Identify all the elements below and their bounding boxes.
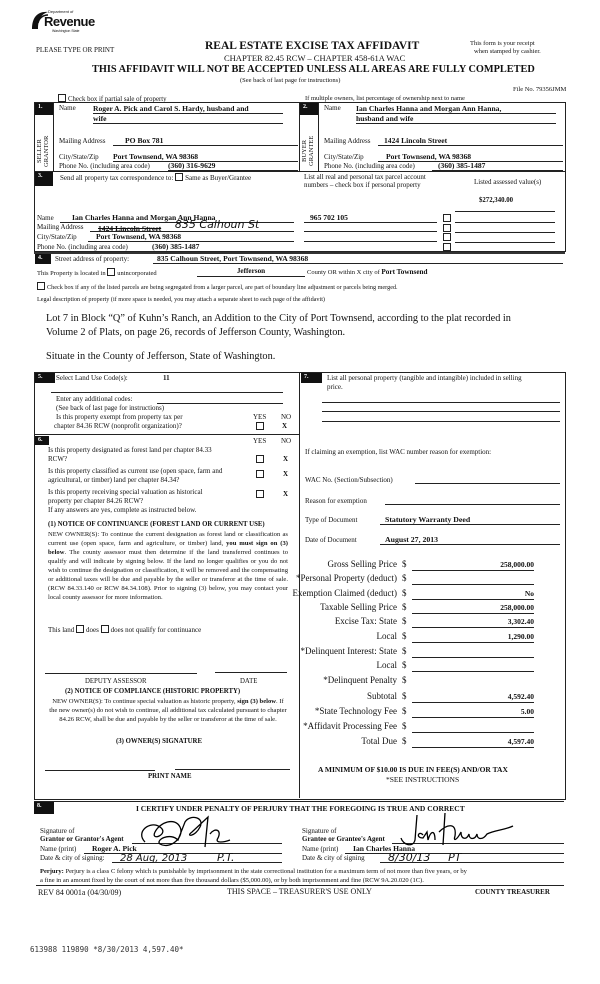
section-6-number: 6. <box>35 436 49 445</box>
fee-value[interactable]: 5.00 <box>412 707 534 718</box>
seller-phone-label: Phone No. (including area code) <box>59 162 150 170</box>
fee-label: Taxable Selling Price <box>320 602 397 612</box>
fee-label: Subtotal <box>366 691 397 701</box>
grantor-sig-label-2: Grantor or Grantor's Agent <box>40 835 124 843</box>
fee-label: Gross Selling Price <box>327 559 397 569</box>
personal-property-checkbox[interactable] <box>443 224 451 232</box>
fee-label: *Personal Property (deduct) <box>296 573 397 583</box>
grantor-date-label: Date & city of signing: <box>40 854 105 862</box>
send-correspondence: Send all property tax correspondence to: Same as Buyer/Grantee <box>60 174 252 182</box>
see-back: (See back of last page for instructions) <box>240 77 341 84</box>
legal-description-3: Situate in the County of Jefferson, State of Washington. <box>46 351 276 362</box>
land-use-label: Select Land Use Code(s): <box>56 374 128 382</box>
buyer-mail[interactable]: 1424 Lincoln Street <box>378 136 563 146</box>
receipt-note: This form is your receipt <box>470 40 535 47</box>
grantor-date-field[interactable] <box>112 851 282 863</box>
qualify-continuance: This land does does not qualify for continuance <box>48 626 202 634</box>
s3-mail-struck: 1424 Lincoln Street <box>98 224 162 233</box>
current-use-no-mark[interactable]: X <box>283 470 289 478</box>
exempt-yes-checkbox[interactable] <box>256 422 264 430</box>
logo-name: Revenue <box>44 14 95 29</box>
exempt-question-2: chapter 84.36 RCW (nonprofit organization)? <box>54 422 182 430</box>
seller-mail[interactable]: PO Box 781 <box>113 136 298 146</box>
personal-property-label-2: price. <box>327 383 343 391</box>
legal-description-2: Volume 2 of Plats, on page 26, records of Jefferson County, Washington. <box>46 327 346 338</box>
exemption-label: If claiming an exemption, list WAC number reason for exemption: <box>305 448 492 456</box>
exempt-question: Is this property exempt from property tax per <box>56 413 183 421</box>
currency-sign: $ <box>402 660 407 670</box>
fee-label: Local <box>376 631 397 641</box>
currency-sign: $ <box>402 602 407 612</box>
section-7-number: 7. <box>301 373 322 383</box>
doc-date[interactable]: August 27, 2013 <box>380 535 560 545</box>
fee-label: Local <box>376 660 397 670</box>
grantee-sig-label: Signature of <box>302 827 337 835</box>
owner-signature-line[interactable] <box>45 770 155 771</box>
seller-mail-label: Mailing Address <box>59 137 106 145</box>
personal-property-label: List all personal property (tangible and intangible) included in selling <box>327 374 522 382</box>
print-name-label: PRINT NAME <box>148 773 192 780</box>
s3-city-label: City/State/Zip <box>37 233 77 241</box>
grantee-city-hand: PT <box>448 851 462 864</box>
grantor-name[interactable]: Roger A. Pick <box>84 844 282 854</box>
buyer-mail-label: Mailing Address <box>324 137 371 145</box>
yes-header: YES <box>253 413 267 421</box>
doc-type-label: Type of Document <box>305 516 358 524</box>
cashier-stamp: 613988 119890 *8/30/2013 4,597.40* <box>30 945 184 954</box>
legal-description: Lot 7 in Block “Q” of Kuhn’s Ranch, an Addition to the City of Port Townsend, according to the plat recorded in <box>46 313 511 324</box>
currency-sign: $ <box>402 736 407 746</box>
partial-sale-label: Check box if partial sale of property <box>68 96 167 103</box>
no-header: NO <box>281 413 292 421</box>
if-yes-note: If any answers are yes, complete as instructed below. <box>48 506 197 514</box>
section-2-number: 2. <box>300 103 318 115</box>
see-back-5: (See back of last page for instructions) <box>56 404 165 412</box>
seller-name-cont[interactable]: wife <box>93 114 283 124</box>
see-instructions: *SEE INSTRUCTIONS <box>386 775 460 784</box>
s3-name[interactable]: Ian Charles Hanna and Morgan Ann Hanna <box>60 213 294 223</box>
file-no: File No. 79356JMM <box>513 86 567 93</box>
yes-header: YES <box>253 437 267 445</box>
buyer-city[interactable]: Port Townsend, WA 98368 <box>378 152 563 162</box>
warning: THIS AFFIDAVIT WILL NOT BE ACCEPTED UNLESS ALL AREAS ARE FULLY COMPLETED <box>92 64 535 75</box>
notice-compliance-text: NEW OWNER(S): To continue special valuation as historic property, sign (3) below. If the new owner(s) do not wish to continue, all additional tax calculated pursuant to chapter 84.26 RCW, shall be due and payable by the seller or transferor at the time of sale. <box>49 698 287 723</box>
fee-label: Excise Tax: State <box>334 616 397 626</box>
s3-phone-label: Phone No. (including area code) <box>37 243 128 251</box>
grantee-date-field[interactable] <box>380 851 564 863</box>
fee-value[interactable] <box>412 722 534 733</box>
county[interactable]: Jefferson <box>197 267 305 277</box>
county-or-city: County OR within X city of Port Townsend <box>307 268 428 276</box>
fee-value[interactable]: 1,290.00 <box>412 632 534 643</box>
does-not-checkbox[interactable] <box>101 625 109 633</box>
fee-value[interactable]: 4,597.40 <box>412 737 534 748</box>
wac-label: WAC No. (Section/Subsection) <box>305 476 393 484</box>
deputy-assessor-label: DEPUTY ASSESSOR <box>85 678 147 685</box>
historic-no-mark[interactable]: X <box>283 490 289 498</box>
please-type: PLEASE TYPE OR PRINT <box>36 46 115 54</box>
wac-field[interactable] <box>415 483 560 484</box>
grantor-sig-label: Signature of <box>40 827 75 835</box>
fee-label: *Delinquent Interest: State <box>300 646 397 656</box>
seller-grantor-label: SELLER GRANTOR <box>36 135 50 167</box>
currency-sign: $ <box>402 721 407 731</box>
seller-phone[interactable]: (360) 316-9629 <box>168 161 298 171</box>
fee-label: *State Technology Fee <box>314 706 397 716</box>
currency-sign: $ <box>402 646 407 656</box>
form-title: REAL ESTATE EXCISE TAX AFFIDAVIT <box>205 40 420 52</box>
county-treasurer: COUNTY TREASURER <box>475 888 550 896</box>
section-1-number: 1. <box>35 103 53 115</box>
street-address[interactable]: 835 Calhoun Street, Port Townsend, WA 98368 <box>153 254 563 264</box>
deputy-date-line[interactable] <box>215 672 287 673</box>
buyer-name-label: Name <box>324 104 341 112</box>
currency-sign: $ <box>402 616 407 626</box>
same-as-buyer-checkbox[interactable] <box>175 173 183 181</box>
forest-no-mark[interactable]: X <box>283 455 289 463</box>
grantee-name[interactable]: Ian Charles Hanna <box>345 844 564 854</box>
exempt-no-mark[interactable]: X <box>282 422 288 430</box>
no-header: NO <box>281 437 292 445</box>
forest-yes-checkbox[interactable] <box>256 455 264 463</box>
forest-question-2: RCW? <box>48 455 68 463</box>
multiple-owners-note: If multiple owners, list percentage of ownership next to name <box>305 95 465 102</box>
date-label: DATE <box>240 678 258 685</box>
notice-continuance-text: NEW OWNER(S): To continue the current designation as forest land or classification as current use (open space, farm and agriculture, or timber) land, you must sign on (3) below. The county assessor must then determine if the land transferred continues to qualify and will indicate by signing below. If the land no longer qualifies or you do not wish to continue the designation or classification, it will be removed and the compensating or additional taxes will be due and payable by the seller or transferor at the time of sale. (RCW 84.33.140 or RCW 84.34.108). Prior to signing (3) below, you may contact your local county assessor for more information. <box>48 531 288 601</box>
parcel-label-2: numbers – check box if personal property <box>304 181 421 189</box>
section-8-number: 8. <box>34 802 54 814</box>
logo-state: Washington State <box>52 29 80 33</box>
logo-dept: Department of <box>48 9 74 14</box>
print-name-line[interactable] <box>175 769 290 770</box>
land-use-code[interactable]: 11 <box>163 374 170 382</box>
buyer-name-cont[interactable]: husband and wife <box>356 114 556 124</box>
parcel-number[interactable]: 965 702 105 <box>304 213 437 223</box>
chapter: CHAPTER 82.45 RCW – CHAPTER 458-61A WAC <box>224 53 406 63</box>
grantee-name-label: Name (print) <box>302 845 339 853</box>
personal-property-checkbox[interactable] <box>443 233 451 241</box>
minimum-due: A MINIMUM OF $10.00 IS DUE IN FEE(S) AND/OR TAX <box>318 765 508 774</box>
currency-sign: $ <box>402 631 407 641</box>
buyer-grantee-label: BUYER GRANTEE <box>301 135 315 167</box>
currency-sign: $ <box>402 573 407 583</box>
personal-property-line[interactable] <box>322 421 560 422</box>
currency-sign: $ <box>402 559 407 569</box>
section-5-number: 5. <box>35 373 55 383</box>
personal-property-line[interactable] <box>322 411 560 412</box>
fee-label: Exemption Claimed (deduct) <box>292 588 397 598</box>
does-checkbox[interactable] <box>76 625 84 633</box>
fee-value[interactable]: 258,000.00 <box>412 603 534 614</box>
additional-codes-label: Enter any additional codes: <box>56 395 133 403</box>
grantor-name-label: Name (print) <box>40 845 77 853</box>
buyer-city-label: City/State/Zip <box>324 153 364 161</box>
fee-label: *Affidavit Processing Fee <box>303 721 397 731</box>
buyer-name[interactable]: Ian Charles Hanna and Morgan Ann Hanna, <box>356 104 556 114</box>
grantee-sig-label-2: Grantee or Grantee's Agent <box>302 835 385 843</box>
seller-name[interactable]: Roger A. Pick and Carol S. Hardy, husband and <box>93 104 283 114</box>
section-4-number: 4. <box>35 254 51 264</box>
segregated-checkbox[interactable]: Check box if any of the listed parcels are being segregated from a larger parcel, are part of boundary line adjustment or parcels being merged. <box>37 282 398 291</box>
fee-value[interactable] <box>412 661 534 672</box>
unincorporated-checkbox[interactable] <box>107 268 115 276</box>
revision: REV 84 0001a (04/30/09) <box>38 888 122 897</box>
parcel-label: List all real and personal tax parcel account <box>304 173 426 181</box>
fee-value[interactable]: 3,302.40 <box>412 617 534 628</box>
notice-continuance-title: (1) NOTICE OF CONTINUANCE (FOREST LAND OR CURRENT USE) <box>48 521 265 528</box>
assessed-label: Listed assessed value(s) <box>474 178 542 186</box>
current-use-question: Is this property classified as current use (open space, farm and <box>48 467 223 475</box>
forest-question: Is this property designated as forest land per chapter 84.33 <box>48 446 212 454</box>
grantor-date-hand: 28 Aug, 2013 <box>120 853 188 864</box>
treasurer-space: THIS SPACE – TREASURER'S USE ONLY <box>227 887 372 896</box>
legal-label: Legal description of property (if more space is needed, you may attach a separate sheet to each page of the affidavit) <box>37 296 325 303</box>
receipt-note: when stamped by cashier. <box>474 48 541 55</box>
seller-city-label: City/State/Zip <box>59 153 99 161</box>
fee-value[interactable] <box>412 647 534 658</box>
s3-mail-handwritten: 835 Calhoun St <box>174 218 260 231</box>
grantor-city-hand: P.T. <box>217 851 235 864</box>
fee-label: Total Due <box>361 736 397 746</box>
assessed-value[interactable]: $272,340.00 <box>479 197 513 204</box>
certify-statement: I CERTIFY UNDER PENALTY OF PERJURY THAT THE FOREGOING IS TRUE AND CORRECT <box>136 804 465 813</box>
personal-property-line[interactable] <box>322 402 560 403</box>
section-3-number: 3. <box>35 172 53 186</box>
buyer-phone[interactable]: (360) 385-1487 <box>432 161 563 171</box>
fee-value[interactable]: 258,000.00 <box>412 560 534 571</box>
historic-question: Is this property receiving special valuation as historical <box>48 488 203 496</box>
s3-mail-label: Mailing Address <box>37 223 84 231</box>
reason-label: Reason for exemption <box>305 497 367 505</box>
fee-label: *Delinquent Penalty <box>323 675 397 685</box>
historic-yes-checkbox[interactable] <box>256 490 264 498</box>
s3-city[interactable]: Port Townsend, WA 98368 <box>88 232 294 242</box>
doc-type[interactable]: Statutory Warranty Deed <box>380 515 560 525</box>
fee-value[interactable]: No <box>412 589 534 600</box>
s3-phone[interactable]: (360) 385-1487 <box>148 242 294 252</box>
notice-compliance-title: (2) NOTICE OF COMPLIANCE (HISTORIC PROPERTY) <box>65 688 241 695</box>
grantee-date-hand: 8/30/13 <box>388 851 431 864</box>
located-in: This Property is located in unincorporated <box>37 270 157 277</box>
fee-value[interactable] <box>412 574 534 585</box>
current-use-question-2: agricultural, or timber) land per chapter 84.34? <box>48 476 180 484</box>
street-label: Street address of property: <box>55 255 130 263</box>
perjury-notice-2: a fine in an amount fixed by the court of not more than five thousand dollars ($5,000.00), or by both imprisonment and fine (RCW 9A.20.020 (1C). <box>36 877 564 886</box>
buyer-phone-label: Phone No. (including area code) <box>324 162 415 170</box>
reason-field[interactable] <box>385 504 560 505</box>
s3-mail-field[interactable] <box>90 218 294 233</box>
seller-name-label: Name <box>59 104 76 112</box>
current-use-yes-checkbox[interactable] <box>256 470 264 478</box>
doc-date-label: Date of Document <box>305 536 357 544</box>
currency-sign: $ <box>402 588 407 598</box>
owner-signature-label: (3) OWNER(S) SIGNATURE <box>116 738 202 745</box>
currency-sign: $ <box>402 675 407 685</box>
personal-property-checkbox[interactable] <box>443 243 451 251</box>
currency-sign: $ <box>402 691 407 701</box>
historic-question-2: property per chapter 84.26 RCW? <box>48 497 144 505</box>
grantee-date-label: Date & city of signing <box>302 854 365 862</box>
seller-city[interactable]: Port Townsend, WA 98368 <box>113 152 298 162</box>
fee-value[interactable]: 4,592.40 <box>412 692 534 703</box>
s3-name-label: Name <box>37 214 54 222</box>
additional-codes-field[interactable] <box>157 403 283 404</box>
currency-sign: $ <box>402 706 407 716</box>
deputy-signature-line[interactable] <box>45 673 197 674</box>
perjury-notice: Perjury: Perjury is a class C felony which is punishable by imprisonment in the state correctional institution for a maximum term of not more than five years, or by <box>40 868 467 875</box>
personal-property-checkbox[interactable] <box>443 214 451 222</box>
